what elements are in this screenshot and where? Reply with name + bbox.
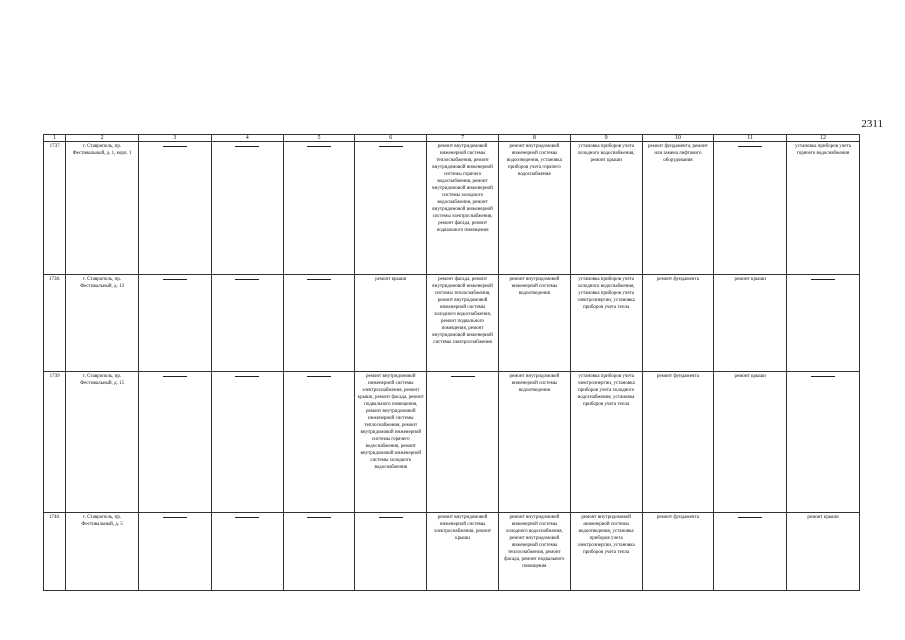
column-header: 7 <box>427 135 499 142</box>
work-cell: установка приборов учета горячего водоснабжения <box>787 142 860 275</box>
table-row <box>44 513 860 591</box>
empty-cell <box>787 275 860 372</box>
empty-cell <box>211 513 283 591</box>
work-cell: ремонт внутридомовой инженерной системы водоотведения, установка приборов учета электроэнергии, установка приборов учета тепла <box>570 513 642 591</box>
work-cell: установка приборов учета электроэнергии, установка приборов учета холодного водоснабжения, установка приборов учета тепла <box>570 372 642 513</box>
address-cell: г. Ставрополь, пр. Фестивальный, д. 13 <box>66 275 139 372</box>
work-cell: установка приборов учета холодного водоснабжения, установка приборов учета электроэнергии, установка приборов учета тепла <box>570 275 642 372</box>
work-cell: ремонт фундамента <box>642 372 714 513</box>
work-cell: ремонт внутридомовой инженерной системы теплоснабжения, ремонт внутридомовой инженерной системы горячего водоснабжения, ремонт внутридомовой инженерной системы холодного водоснабжения, ремонт внутридомовой инженерной системы электроснабжения, ремонт фасада, ремонт подвального помещения <box>427 142 499 275</box>
dash-mark <box>379 517 403 518</box>
dash-mark <box>163 376 187 377</box>
empty-cell <box>283 275 355 372</box>
empty-cell <box>787 372 860 513</box>
address-cell: г. Ставрополь, пр. Фестивальный, д. 1, корп. 1 <box>66 142 139 275</box>
empty-cell <box>283 142 355 275</box>
dash-mark <box>235 376 259 377</box>
repair-schedule-table <box>43 134 860 591</box>
work-cell: ремонт внутридомовой инженерной системы водоотведения <box>498 372 570 513</box>
work-cell: ремонт фундамента <box>642 513 714 591</box>
dash-mark <box>811 376 835 377</box>
dash-mark <box>451 376 475 377</box>
page-number: 2311 <box>861 118 883 130</box>
dash-mark <box>163 517 187 518</box>
empty-cell <box>139 372 212 513</box>
dash-mark <box>379 146 403 147</box>
work-cell: ремонт крыши <box>787 513 860 591</box>
table-row <box>44 372 860 513</box>
dash-mark <box>307 376 331 377</box>
column-header: 8 <box>498 135 570 142</box>
work-cell: ремонт внутридомовой инженерной системы водоотведения <box>498 275 570 372</box>
table-row <box>44 142 860 275</box>
column-header: 10 <box>642 135 714 142</box>
column-header: 4 <box>211 135 283 142</box>
row-number: 1740. <box>44 513 66 591</box>
empty-cell <box>211 142 283 275</box>
work-cell: ремонт внутридомовой инженерной системы электроснабжения, ремонт крыши <box>427 513 499 591</box>
header-row <box>44 135 860 142</box>
empty-cell <box>283 513 355 591</box>
empty-cell <box>714 513 787 591</box>
empty-cell <box>211 275 283 372</box>
column-header: 6 <box>355 135 427 142</box>
dash-mark <box>235 146 259 147</box>
work-cell: ремонт крыши <box>714 275 787 372</box>
work-cell: ремонт крыши <box>714 372 787 513</box>
work-cell: ремонт крыши <box>355 275 427 372</box>
empty-cell <box>355 513 427 591</box>
column-header: 5 <box>283 135 355 142</box>
row-number: 1737 <box>44 142 66 275</box>
work-cell: ремонт фасада, ремонт внутридомовой инженерной системы теплоснабжения, ремонт внутридомовой инженерной системы холодного водоснабжения, ремонт подвального помещения, ремонт внутридомовой инженерной системы электроснабжения <box>427 275 499 372</box>
empty-cell <box>427 372 499 513</box>
column-header: 12 <box>787 135 860 142</box>
work-cell: ремонт внутридомовой инженерной системы электроснабжения, ремонт крыши, ремонт фасада, ремонт подвального помещения, ремонт внутридомовой инженерной системы теплоснабжения, ремонт внутридомовой инженерной системы горячего водоснабжения, ремонт внутридомовой инженерной системы холодного водоснабжения <box>355 372 427 513</box>
row-number: 1738. <box>44 275 66 372</box>
dash-mark <box>811 279 835 280</box>
column-header: 11 <box>714 135 787 142</box>
dash-mark <box>738 146 762 147</box>
dash-mark <box>235 517 259 518</box>
column-header: 9 <box>570 135 642 142</box>
empty-cell <box>283 372 355 513</box>
empty-cell <box>139 142 212 275</box>
work-cell: ремонт фундамента <box>642 275 714 372</box>
work-cell: ремонт внутридомовой инженерной системы холодного водоснабжения, ремонт внутридомовой инженерной системы теплоснабжения, ремонт фасада, ремонт подвального помещения <box>498 513 570 591</box>
dash-mark <box>163 279 187 280</box>
work-cell: установка приборов учета холодного водоснабжения, ремонт крыши <box>570 142 642 275</box>
column-header: 2 <box>66 135 139 142</box>
table-row <box>44 275 860 372</box>
dash-mark <box>307 146 331 147</box>
dash-mark <box>235 279 259 280</box>
dash-mark <box>738 517 762 518</box>
empty-cell <box>714 142 787 275</box>
row-number: 1739 <box>44 372 66 513</box>
column-header: 1 <box>44 135 66 142</box>
address-cell: г. Ставрополь, пр. Фестивальный, д. 5 <box>66 513 139 591</box>
empty-cell <box>211 372 283 513</box>
empty-cell <box>355 142 427 275</box>
dash-mark <box>307 517 331 518</box>
dash-mark <box>163 146 187 147</box>
empty-cell <box>139 275 212 372</box>
address-cell: г. Ставрополь, пр. Фестивальный, д. 15 <box>66 372 139 513</box>
dash-mark <box>307 279 331 280</box>
empty-cell <box>139 513 212 591</box>
work-cell: ремонт фундамента, ремонт или замена лифтового оборудования <box>642 142 714 275</box>
column-header: 3 <box>139 135 212 142</box>
work-cell: ремонт внутридомовой инженерной системы водоотведения, установка приборов учета горячего водоснабжения <box>498 142 570 275</box>
